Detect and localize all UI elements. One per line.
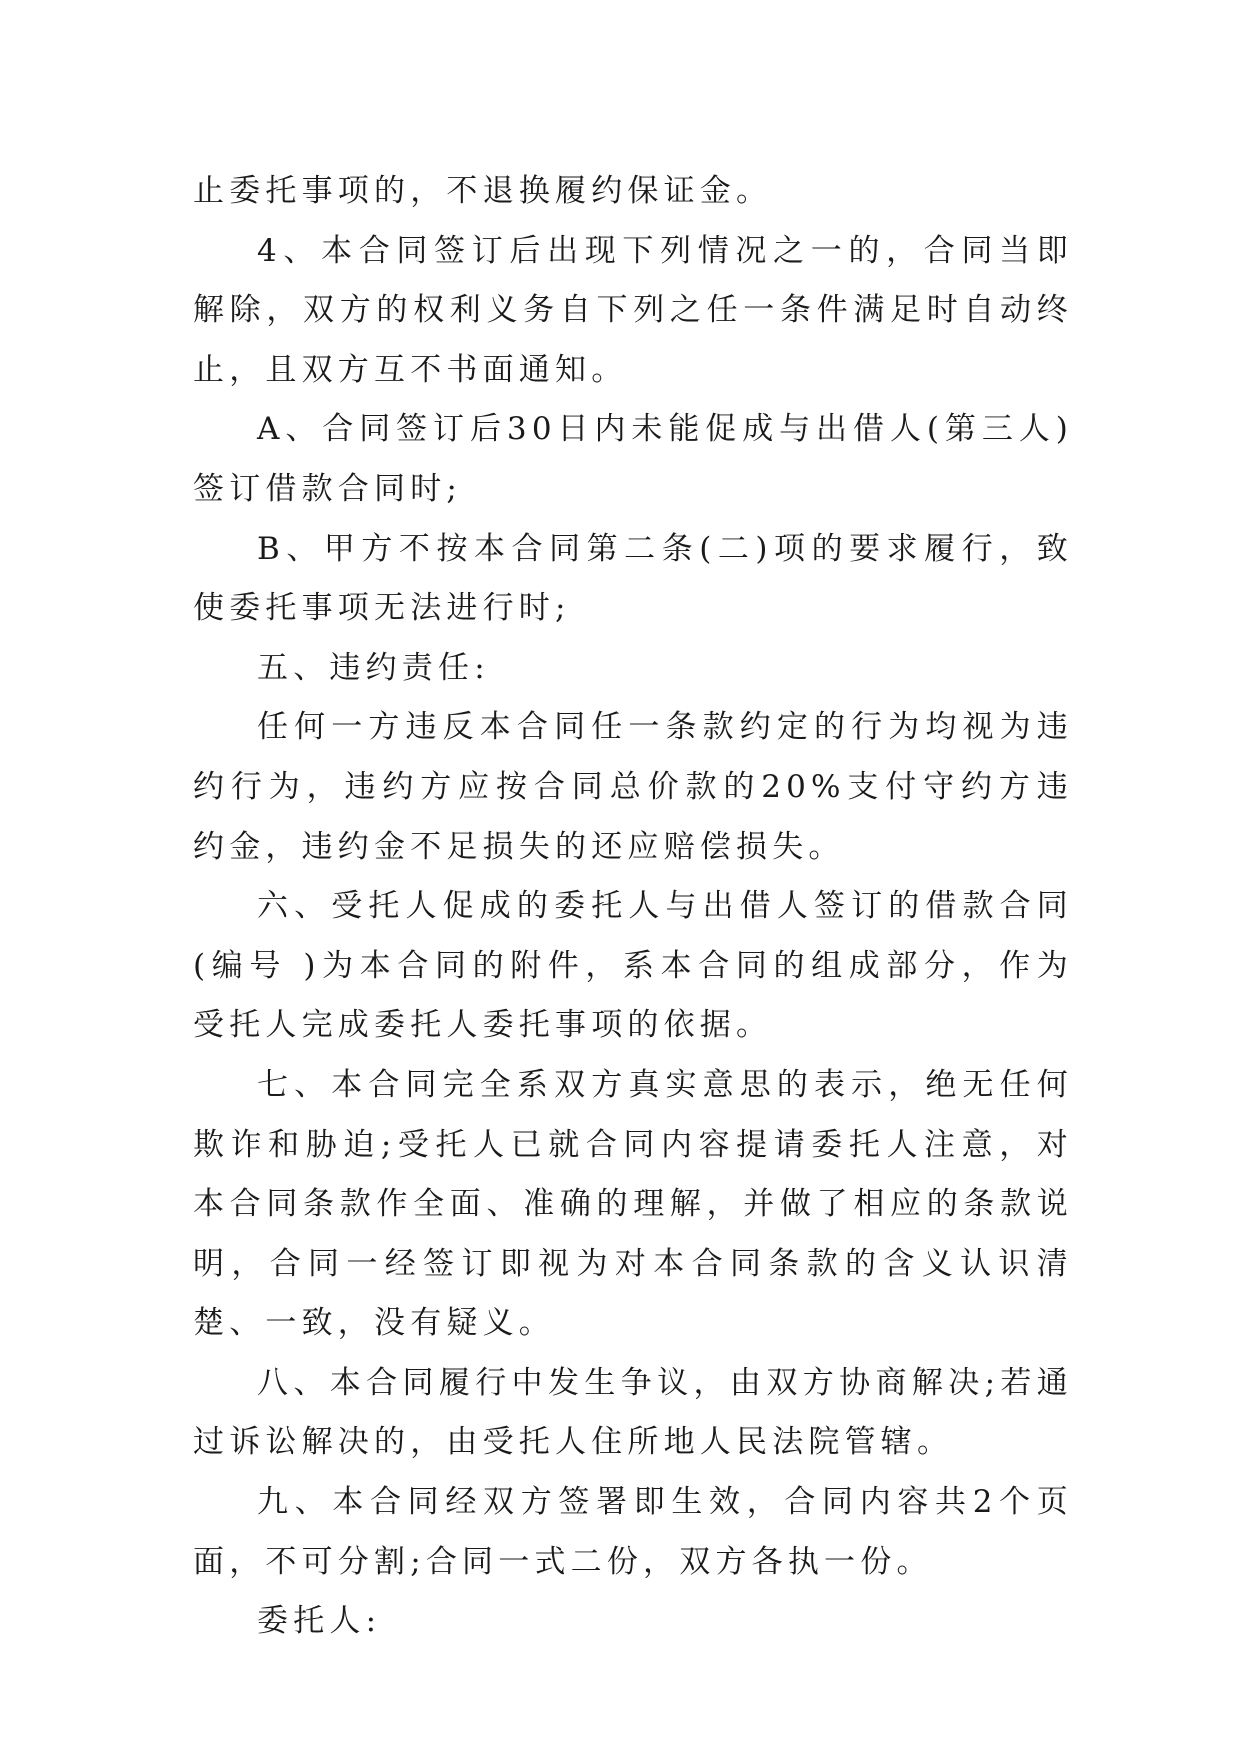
paragraph-section-7: 七、本合同完全系双方真实意思的表示，绝无任何欺诈和胁迫;受托人已就合同内容提请委托人注意，对本合同条款作全面、准确的理解，并做了相应的条款说明，合同一经签订即视为对本合同条款的含义认识清楚、一致，没有疑义。 [193, 1066, 1073, 1342]
paragraph-section-6: 六、受托人促成的委托人与出借人签订的借款合同(编号 )为本合同的附件，系本合同的组成部分，作为受托人完成委托人委托事项的依据。 [193, 888, 1073, 1044]
section-heading-breach: 五、违约责任: [257, 649, 490, 686]
signature-label-principal: 委托人: [257, 1603, 382, 1640]
paragraph-clause-b: B、甲方不按本合同第二条(二)项的要求履行，致使委托事项无法进行时; [193, 530, 1073, 627]
paragraph-section-8: 八、本合同履行中发生争议，由双方协商解决;若通过诉讼解决的，由受托人住所地人民法院管辖。 [193, 1364, 1073, 1461]
paragraph-continuation: 止委托事项的，不退换履约保证金。 [193, 173, 773, 209]
paragraph-section-9: 九、本合同经双方签署即生效，合同内容共2个页面，不可分割;合同一式二份，双方各执一份。 [193, 1484, 1073, 1580]
paragraph-breach-liability: 任何一方违反本合同任一条款约定的行为均视为违约行为，违约方应按合同总价款的20%支付守约方违约金，违约金不足损失的还应赔偿损失。 [193, 709, 1073, 865]
document-body [193, 162, 1073, 1652]
paragraph-clause-4: 4、本合同签订后出现下列情况之一的，合同当即解除，双方的权利义务自下列之任一条件满足时自动终止，且双方互不书面通知。 [193, 232, 1073, 388]
paragraph-clause-a: A、合同签订后30日内未能促成与出借人(第三人)签订借款合同时; [193, 411, 1073, 507]
